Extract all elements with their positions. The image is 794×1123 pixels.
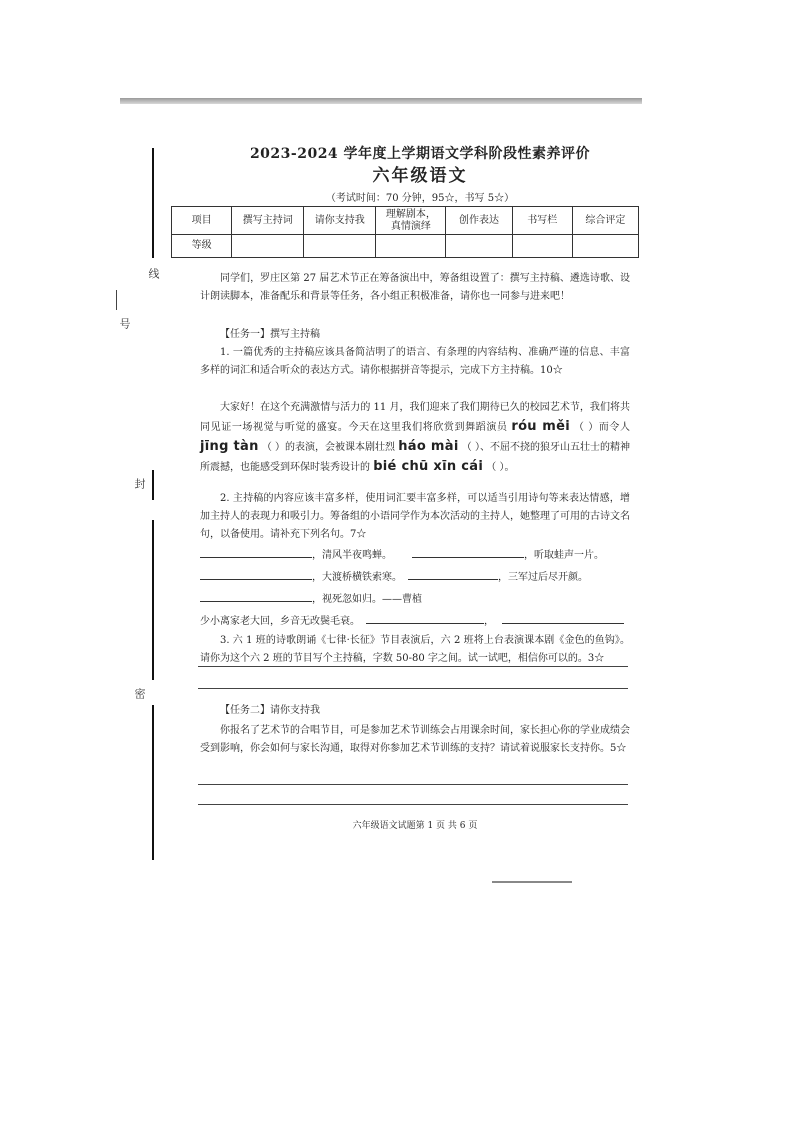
task1-q2-prompt: 2. 主持稿的内容应该丰富多样，使用词汇要丰富多样，可以适当引用诗句等来表达情感，增加主持人的表现力和吸引力。筹备组的小语同学作为本次活动的主持人，她整理了可用的古诗文名句，以备使用。请补充下列名句。7☆ <box>200 493 630 540</box>
answer-blank[interactable]: （ ）、不屈不挠的狼牙山五壮士的精神所震撼，也能感受到环保时装秀设计的 <box>200 442 631 473</box>
poem-blank[interactable] <box>408 579 498 580</box>
poem-row <box>200 612 624 627</box>
poem-text: ，听取蛙声一片。 <box>524 550 604 561</box>
answer-line[interactable] <box>198 666 628 667</box>
answer-line[interactable] <box>198 804 628 805</box>
margin-label-secret: 密 <box>133 688 146 699</box>
grade-header-task2: 请你支持我 <box>304 207 376 235</box>
passage-text: 大家好！在这个充满激情与活力的 11 月，我们迎来了我们期待已久的校园艺术节，我们将共同见证一场视觉与听觉的盛宴。今天在这里我们将欣赏到舞蹈演员 <box>200 402 630 433</box>
binding-line <box>152 705 154 860</box>
grade-cell[interactable] <box>446 235 512 258</box>
margin-label-line: 线 <box>147 268 160 279</box>
poem-text: ，清风半夜鸣蝉。 <box>312 550 392 561</box>
poem-text: ，大渡桥横铁索寒。 <box>312 572 402 583</box>
answer-blank[interactable]: （ ）。 <box>486 462 515 473</box>
grade-header-overall: 综合评定 <box>572 207 638 235</box>
poem-blank[interactable] <box>200 557 312 558</box>
poem-text: 少小离家老大回，乡音无改鬓毛衰。 <box>200 616 360 627</box>
grade-header-writing: 创作表达 <box>446 207 512 235</box>
task2-prompt: 你报名了艺术节的合唱节目，可是参加艺术节训练会占用课余时间，家长担心你的学业成绩会受到影响，你会如何与家长沟通，取得对你参加艺术节训练的支持？请试着说服家长支持你。5☆ <box>200 725 630 754</box>
poem-blank[interactable] <box>200 601 312 602</box>
poem-blank[interactable] <box>412 557 524 558</box>
poem-row <box>200 546 604 561</box>
grade-header-task3: 理解剧本， 真情演绎 <box>376 207 446 235</box>
grade-header-task1: 撰写主持词 <box>232 207 304 235</box>
answer-blank[interactable]: （ ）的表演，会被课本剧壮烈 <box>261 442 396 453</box>
grade-cell[interactable] <box>572 235 638 258</box>
poem-text: ，视死忽如归。——曹植 <box>312 594 422 605</box>
page-footer: 六年级语文试题第 1 页 共 6 页 <box>352 821 478 831</box>
scan-edge-bottom <box>492 881 572 883</box>
poem-text: ，三军过后尽开颜。 <box>498 572 588 583</box>
task2-heading: 【任务二】请你支持我 <box>220 705 320 716</box>
grade-cell[interactable] <box>232 235 304 258</box>
grade-header-handwriting: 书写栏 <box>512 207 572 235</box>
grade-header-item: 项目 <box>172 207 232 235</box>
task1-q1-prompt: 1. 一篇优秀的主持稿应该具备简洁明了的语言、有条理的内容结构、准确严谨的信息、丰富多样的词汇和适合听众的表达方式。请你根据拼音等提示，完成下方主持稿。10☆ <box>200 347 630 376</box>
task1-q3-prompt: 3. 六 1 班的诗歌朗诵《七律·长征》节目表演后，六 2 班将上台表演课本剧《金色的鱼钩》。请你为这个六 2 班的节目写个主持稿，字数 50-80 字之间。试一试吧，相信你可以的。3☆ <box>200 635 630 664</box>
exam-title: 2023-2024 学年度上学期语文学科阶段性素养评价 <box>249 146 591 162</box>
margin-tick <box>116 290 117 310</box>
binding-line <box>152 148 154 258</box>
grade-cell[interactable] <box>304 235 376 258</box>
poem-blank[interactable] <box>502 623 624 624</box>
binding-line <box>152 520 154 680</box>
task1-q1-passage <box>200 398 630 477</box>
margin-label-seal: 封 <box>133 478 146 489</box>
pinyin-prompt: jīng tàn <box>200 439 259 454</box>
grade-table <box>171 206 639 258</box>
answer-blank[interactable]: （ ）而令人 <box>573 422 631 433</box>
poem-row <box>200 568 588 583</box>
answer-line[interactable] <box>198 688 628 689</box>
grade-cell[interactable] <box>512 235 572 258</box>
binding-line <box>152 470 154 500</box>
exam-subtitle: 六年级语文 <box>372 166 468 186</box>
task1-heading: 【任务一】撰写主持稿 <box>220 329 320 340</box>
grade-row-label: 等级 <box>172 235 232 258</box>
pinyin-prompt: róu měi <box>511 419 571 434</box>
grade-cell[interactable] <box>376 235 446 258</box>
poem-row <box>200 590 422 605</box>
exam-info: （考试时间：70 分钟，95☆，书写 5☆） <box>325 193 515 204</box>
intro-paragraph: 同学们，罗庄区第 27 届艺术节正在筹备演出中，筹备组设置了：撰写主持稿、遴选诗歌、设计朗读脚本，准备配乐和背景等任务，各小组正积极准备，请你也一同参与进来吧！ <box>200 273 630 302</box>
scan-edge-top <box>120 98 642 104</box>
poem-separator: ， <box>484 616 494 627</box>
pinyin-prompt: bié chū xīn cái <box>373 459 484 474</box>
pinyin-prompt: háo mài <box>398 439 459 454</box>
answer-line[interactable] <box>198 784 628 785</box>
poem-blank[interactable] <box>200 579 312 580</box>
margin-label-number: 号 <box>118 318 131 329</box>
poem-blank[interactable] <box>366 623 484 624</box>
